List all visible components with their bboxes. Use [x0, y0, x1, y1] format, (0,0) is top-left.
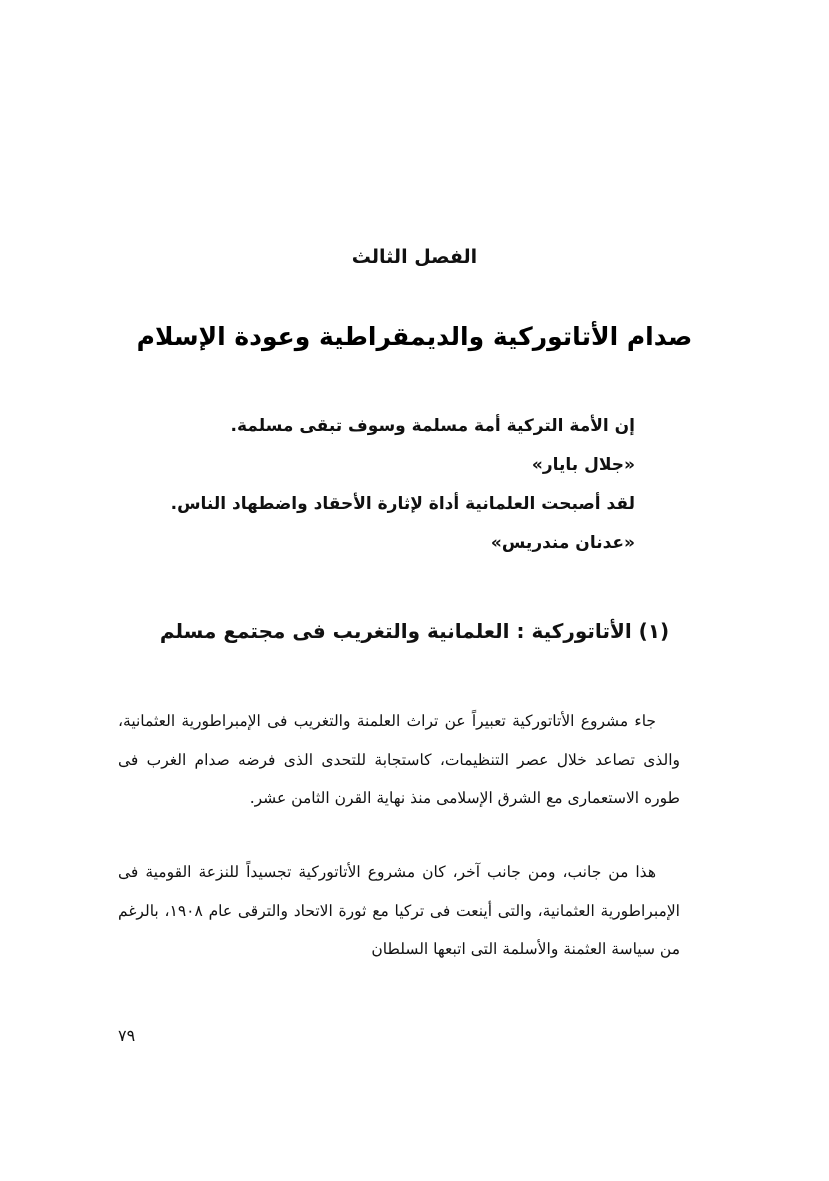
- epigraph-author-1: «جلال بايار»: [531, 455, 635, 475]
- section-heading: (١) الأتاتوركية : العلمانية والتغريب فى مجتمع مسلم: [159, 619, 670, 643]
- chapter-label: الفصل الثالث: [351, 246, 478, 268]
- epigraph-author-2: «عدنان مندريس»: [490, 533, 635, 553]
- page-number: ٧٩: [118, 1026, 136, 1045]
- paragraph-1: جاء مشروع الأتاتوركية تعبيراً عن تراث العلمنة والتغريب فى الإمبراطورية العثمانية، والذى تصاعد خلال عصر التنظيمات، كاستجابة للتحدى الذى فرضه صدام الغرب فى طوره الاستعمارى مع الشرق الإسلامى منذ نهاية القرن الثامن عشر.: [118, 712, 680, 807]
- chapter-title: صدام الأتاتوركية والديمقراطية وعودة الإسلام: [136, 322, 693, 351]
- epigraph-quote-1: إن الأمة التركية أمة مسلمة وسوف تبقى مسلمة.: [230, 416, 635, 436]
- paragraph-2: هذا من جانب، ومن جانب آخر، كان مشروع الأتاتوركية تجسيداً للنزعة القومية فى الإمبراطورية العثمانية، والتى أينعت فى تركيا مع ثورة الاتحاد والترقى عام ١٩٠٨، بالرغم من سياسة العثمنة والأسلمة التى اتبعها السلطان: [118, 863, 680, 958]
- epigraph-quote-2: لقد أصبحت العلمانية أداة لإثارة الأحقاد واضطهاد الناس.: [170, 494, 635, 514]
